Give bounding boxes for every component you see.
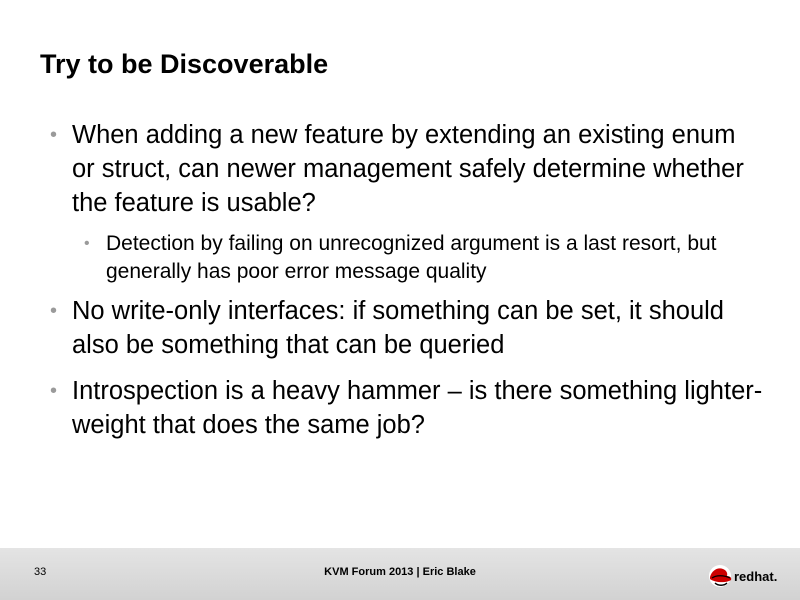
slide-footer [0, 548, 800, 600]
slide-title: Try to be Discoverable [40, 49, 329, 79]
logo-text: redhat. [734, 569, 778, 584]
bullet-text: No write-only interfaces: if something can be set, it should also be something that can be queried [72, 297, 724, 359]
redhat-logo [706, 561, 796, 591]
bullet-marker: • [50, 124, 58, 146]
bullet-item [44, 294, 764, 362]
bullet-item [44, 118, 764, 220]
bullet-marker: • [50, 380, 58, 402]
sub-bullet-marker: • [84, 235, 90, 252]
shadowman-icon [709, 565, 731, 587]
sub-bullet-text: Detection by failing on unrecognized argument is a last resort, but generally has poor error message quality [106, 232, 717, 283]
bullet-text: Introspection is a heavy hammer – is there something lighter-weight that does the same job? [72, 377, 763, 439]
page-number: 33 [34, 566, 47, 578]
bullet-list [44, 118, 764, 454]
bullet-marker: • [50, 300, 58, 322]
bullet-text: When adding a new feature by extending an existing enum or struct, can newer management safely determine whether the feature is usable? [72, 121, 744, 217]
bullet-item [44, 374, 764, 442]
footer-text: KVM Forum 2013 | Eric Blake [324, 566, 476, 578]
sub-bullet-item [44, 230, 764, 286]
